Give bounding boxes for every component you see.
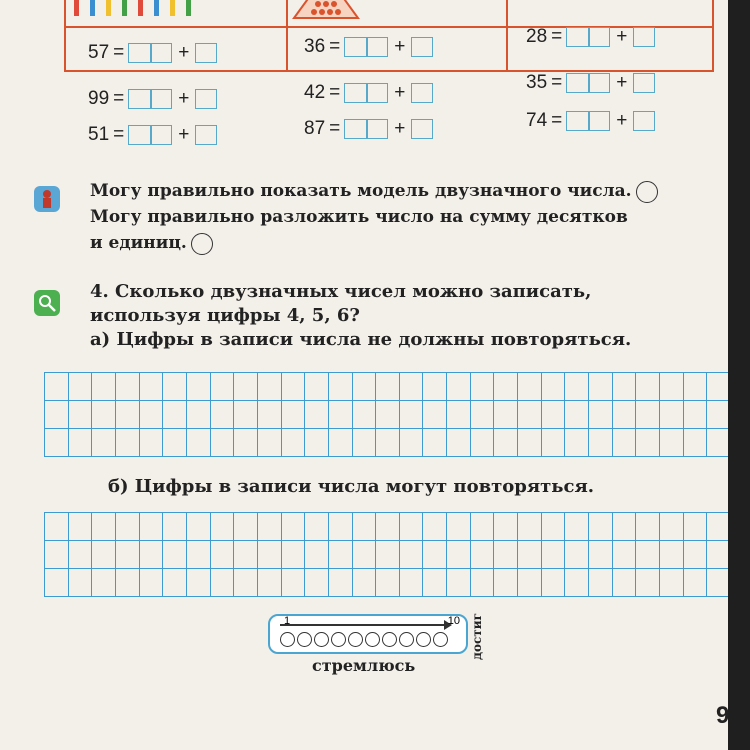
grid-cell[interactable]: [187, 513, 211, 541]
self-check-icon: [34, 186, 60, 212]
grid-cell[interactable]: [116, 373, 140, 401]
grid-cell[interactable]: [518, 513, 542, 541]
equation-51: 51 = +: [88, 124, 217, 146]
grid-cell[interactable]: [684, 373, 708, 401]
tens-answer-box[interactable]: [128, 89, 172, 109]
grid-cell[interactable]: [282, 541, 306, 569]
grid-cell[interactable]: [92, 513, 116, 541]
grid-cell[interactable]: [400, 569, 424, 597]
grid-cell[interactable]: [565, 373, 589, 401]
grid-cell[interactable]: [423, 401, 447, 429]
grid-cell[interactable]: [494, 513, 518, 541]
grid-cell[interactable]: [423, 513, 447, 541]
grid-cell[interactable]: [211, 429, 235, 457]
page-number: 9: [716, 702, 730, 729]
grid-cell[interactable]: [329, 541, 353, 569]
grid-cell[interactable]: [140, 401, 164, 429]
self-check-circle-1[interactable]: [636, 181, 658, 203]
grid-cell[interactable]: [116, 569, 140, 597]
grid-cell[interactable]: [69, 541, 93, 569]
tens-answer-box[interactable]: [344, 37, 388, 57]
grid-cell[interactable]: [329, 373, 353, 401]
grid-cell[interactable]: [613, 569, 637, 597]
grid-cell[interactable]: [187, 541, 211, 569]
grid-cell[interactable]: [92, 373, 116, 401]
grid-cell[interactable]: [140, 541, 164, 569]
grid-cell[interactable]: [684, 429, 708, 457]
grid-cell[interactable]: [494, 541, 518, 569]
grid-cell[interactable]: [565, 401, 589, 429]
equation-28: 28 = +: [526, 26, 655, 48]
grid-cell[interactable]: [376, 429, 400, 457]
grid-cell[interactable]: [613, 429, 637, 457]
grid-cell[interactable]: [69, 429, 93, 457]
grid-cell[interactable]: [565, 541, 589, 569]
grid-cell[interactable]: [471, 429, 495, 457]
grid-cell[interactable]: [258, 373, 282, 401]
tens-answer-box[interactable]: [128, 43, 172, 63]
grid-cell[interactable]: [258, 569, 282, 597]
grid-cell[interactable]: [376, 569, 400, 597]
equation-42: 42 = +: [304, 82, 433, 104]
grid-cell[interactable]: [211, 401, 235, 429]
counting-sticks-illustration: [74, 0, 191, 16]
grid-cell[interactable]: [69, 513, 93, 541]
grid-cell[interactable]: [447, 373, 471, 401]
grid-cell[interactable]: [45, 373, 69, 401]
grid-cell[interactable]: [353, 373, 377, 401]
grid-cell[interactable]: [542, 541, 566, 569]
grid-cell[interactable]: [447, 513, 471, 541]
grid-cell[interactable]: [518, 541, 542, 569]
grid-cell[interactable]: [282, 373, 306, 401]
units-answer-box[interactable]: [195, 89, 217, 109]
grid-cell[interactable]: [329, 401, 353, 429]
grid-cell[interactable]: [376, 541, 400, 569]
grid-cell[interactable]: [211, 373, 235, 401]
grid-cell[interactable]: [116, 429, 140, 457]
grid-cell[interactable]: [447, 429, 471, 457]
grid-cell[interactable]: [494, 373, 518, 401]
units-answer-box[interactable]: [633, 111, 655, 131]
grid-cell[interactable]: [565, 513, 589, 541]
grid-cell[interactable]: [187, 373, 211, 401]
grid-cell[interactable]: [140, 429, 164, 457]
arrow-icon: [280, 624, 446, 626]
grid-cell[interactable]: [613, 541, 637, 569]
equation-74: 74 = +: [526, 110, 655, 132]
grid-cell[interactable]: [660, 541, 684, 569]
grid-cell[interactable]: [376, 513, 400, 541]
grid-cell[interactable]: [116, 541, 140, 569]
grid-cell[interactable]: [69, 373, 93, 401]
scale-circle[interactable]: [416, 632, 431, 647]
grid-cell[interactable]: [613, 513, 637, 541]
page-edge: [728, 0, 750, 750]
grid-cell[interactable]: [471, 401, 495, 429]
units-answer-box[interactable]: [633, 73, 655, 93]
grid-cell[interactable]: [471, 513, 495, 541]
grid-cell[interactable]: [92, 569, 116, 597]
grid-cell[interactable]: [518, 569, 542, 597]
scale-circle[interactable]: [382, 632, 397, 647]
units-answer-box[interactable]: [633, 27, 655, 47]
grid-cell[interactable]: [660, 373, 684, 401]
grid-cell[interactable]: [613, 373, 637, 401]
grid-cell[interactable]: [660, 513, 684, 541]
grid-cell[interactable]: [234, 569, 258, 597]
tens-answer-box[interactable]: [344, 119, 388, 139]
grid-cell[interactable]: [589, 373, 613, 401]
grid-cell[interactable]: [447, 541, 471, 569]
grid-cell[interactable]: [163, 541, 187, 569]
grid-cell[interactable]: [234, 513, 258, 541]
magnifier-icon: [34, 290, 60, 316]
units-answer-box[interactable]: [195, 43, 217, 63]
scale-circles[interactable]: [280, 632, 448, 647]
grid-cell[interactable]: [282, 513, 306, 541]
task-4b-text: б) Цифры в записи числа могут повторяться.: [108, 476, 595, 497]
grid-cell[interactable]: [423, 429, 447, 457]
exercise-table: [64, 0, 714, 150]
grid-cell[interactable]: [494, 429, 518, 457]
grid-cell[interactable]: [589, 401, 613, 429]
grid-cell[interactable]: [45, 429, 69, 457]
grid-cell[interactable]: [329, 569, 353, 597]
grid-cell[interactable]: [69, 569, 93, 597]
equation-36: 36 = +: [304, 36, 433, 58]
scale-start-label: 1: [284, 615, 291, 627]
grid-cell[interactable]: [353, 401, 377, 429]
scale-circle[interactable]: [365, 632, 380, 647]
grid-cell[interactable]: [211, 513, 235, 541]
grid-cell[interactable]: [471, 373, 495, 401]
grid-cell[interactable]: [400, 541, 424, 569]
counters-triangle-illustration: [286, 0, 366, 20]
grid-cell[interactable]: [589, 513, 613, 541]
scale-end-label: 10: [447, 615, 460, 627]
grid-cell[interactable]: [353, 541, 377, 569]
grid-cell[interactable]: [589, 541, 613, 569]
grid-cell[interactable]: [305, 429, 329, 457]
grid-cell[interactable]: [282, 429, 306, 457]
grid-cell[interactable]: [140, 373, 164, 401]
grid-cell[interactable]: [353, 513, 377, 541]
grid-cell[interactable]: [636, 373, 660, 401]
equation-35: 35 = +: [526, 72, 655, 94]
grid-cell[interactable]: [211, 541, 235, 569]
grid-cell[interactable]: [187, 569, 211, 597]
grid-cell[interactable]: [494, 569, 518, 597]
grid-cell[interactable]: [423, 541, 447, 569]
scale-label-bottom: стремлюсь: [312, 656, 416, 675]
grid-cell[interactable]: [305, 541, 329, 569]
grid-cell[interactable]: [187, 429, 211, 457]
equation-57: 57 = +: [88, 42, 217, 64]
grid-cell[interactable]: [305, 373, 329, 401]
grid-cell[interactable]: [376, 401, 400, 429]
grid-cell[interactable]: [636, 401, 660, 429]
grid-cell[interactable]: [258, 401, 282, 429]
grid-cell[interactable]: [45, 513, 69, 541]
grid-cell[interactable]: [305, 569, 329, 597]
units-answer-box[interactable]: [195, 125, 217, 145]
scale-circle[interactable]: [280, 632, 295, 647]
grid-cell[interactable]: [400, 429, 424, 457]
grid-cell[interactable]: [589, 569, 613, 597]
tens-answer-box[interactable]: [566, 111, 610, 131]
grid-cell[interactable]: [684, 401, 708, 429]
grid-cell[interactable]: [163, 373, 187, 401]
grid-cell[interactable]: [684, 569, 708, 597]
scale-circle[interactable]: [348, 632, 363, 647]
grid-cell[interactable]: [636, 569, 660, 597]
grid-cell[interactable]: [684, 513, 708, 541]
grid-cell[interactable]: [234, 401, 258, 429]
grid-cell[interactable]: [116, 401, 140, 429]
grid-cell[interactable]: [471, 569, 495, 597]
grid-cell[interactable]: [376, 373, 400, 401]
grid-cell[interactable]: [234, 541, 258, 569]
grid-cell[interactable]: [636, 513, 660, 541]
grid-cell[interactable]: [423, 569, 447, 597]
grid-cell[interactable]: [660, 401, 684, 429]
grid-cell[interactable]: [660, 569, 684, 597]
grid-cell[interactable]: [542, 513, 566, 541]
units-answer-box[interactable]: [411, 83, 433, 103]
grid-cell[interactable]: [45, 401, 69, 429]
grid-cell[interactable]: [518, 373, 542, 401]
answer-grid-a[interactable]: [44, 372, 731, 457]
grid-cell[interactable]: [258, 541, 282, 569]
grid-cell[interactable]: [542, 569, 566, 597]
grid-cell[interactable]: [92, 429, 116, 457]
grid-cell[interactable]: [45, 569, 69, 597]
grid-cell[interactable]: [447, 401, 471, 429]
grid-cell[interactable]: [329, 513, 353, 541]
equation-87: 87 = +: [304, 118, 433, 140]
scale-circle[interactable]: [433, 632, 448, 647]
grid-cell[interactable]: [423, 373, 447, 401]
grid-cell[interactable]: [542, 373, 566, 401]
grid-cell[interactable]: [329, 429, 353, 457]
grid-cell[interactable]: [234, 429, 258, 457]
grid-cell[interactable]: [565, 429, 589, 457]
scale-label-side: достиг: [470, 613, 484, 660]
grid-cell[interactable]: [305, 513, 329, 541]
grid-cell[interactable]: [494, 401, 518, 429]
grid-cell[interactable]: [613, 401, 637, 429]
grid-cell[interactable]: [92, 541, 116, 569]
grid-cell[interactable]: [234, 373, 258, 401]
grid-cell[interactable]: [353, 429, 377, 457]
scale-circle[interactable]: [297, 632, 312, 647]
self-assessment-scale: [268, 614, 468, 654]
grid-cell[interactable]: [163, 569, 187, 597]
grid-cell[interactable]: [400, 513, 424, 541]
grid-cell[interactable]: [400, 373, 424, 401]
grid-cell[interactable]: [211, 569, 235, 597]
grid-cell[interactable]: [282, 569, 306, 597]
grid-cell[interactable]: [542, 401, 566, 429]
grid-cell[interactable]: [305, 401, 329, 429]
scale-circle[interactable]: [314, 632, 329, 647]
units-answer-box[interactable]: [411, 119, 433, 139]
grid-cell[interactable]: [140, 513, 164, 541]
self-check-circle-2[interactable]: [191, 233, 213, 255]
grid-cell[interactable]: [163, 513, 187, 541]
grid-cell[interactable]: [589, 429, 613, 457]
units-answer-box[interactable]: [411, 37, 433, 57]
answer-grid-b[interactable]: [44, 512, 731, 597]
grid-cell[interactable]: [400, 401, 424, 429]
grid-cell[interactable]: [660, 429, 684, 457]
grid-cell[interactable]: [116, 513, 140, 541]
grid-cell[interactable]: [684, 541, 708, 569]
equation-99: 99 = +: [88, 88, 217, 110]
grid-cell[interactable]: [140, 569, 164, 597]
grid-cell[interactable]: [353, 569, 377, 597]
grid-cell[interactable]: [447, 569, 471, 597]
grid-cell[interactable]: [258, 513, 282, 541]
task-4-text: 4. Сколько двузначных чисел можно записать, используя цифры 4, 5, 6? а) Цифры в записи числа не должны повторяться.: [90, 281, 632, 350]
grid-cell[interactable]: [187, 401, 211, 429]
tens-answer-box[interactable]: [566, 27, 610, 47]
grid-cell[interactable]: [542, 429, 566, 457]
grid-cell[interactable]: [471, 541, 495, 569]
grid-cell[interactable]: [636, 541, 660, 569]
grid-cell[interactable]: [69, 401, 93, 429]
tens-answer-box[interactable]: [128, 125, 172, 145]
grid-cell[interactable]: [45, 541, 69, 569]
grid-cell[interactable]: [518, 401, 542, 429]
grid-cell[interactable]: [163, 429, 187, 457]
grid-cell[interactable]: [163, 401, 187, 429]
grid-cell[interactable]: [92, 401, 116, 429]
grid-cell[interactable]: [518, 429, 542, 457]
grid-cell[interactable]: [258, 429, 282, 457]
scale-circle[interactable]: [399, 632, 414, 647]
grid-cell[interactable]: [565, 569, 589, 597]
self-check-text: Могу правильно показать модель двузначного числа. Могу правильно разложить число на сумму десятков и единиц.: [90, 178, 710, 256]
grid-cell[interactable]: [636, 429, 660, 457]
tens-answer-box[interactable]: [344, 83, 388, 103]
grid-cell[interactable]: [282, 401, 306, 429]
tens-answer-box[interactable]: [566, 73, 610, 93]
scale-circle[interactable]: [331, 632, 346, 647]
